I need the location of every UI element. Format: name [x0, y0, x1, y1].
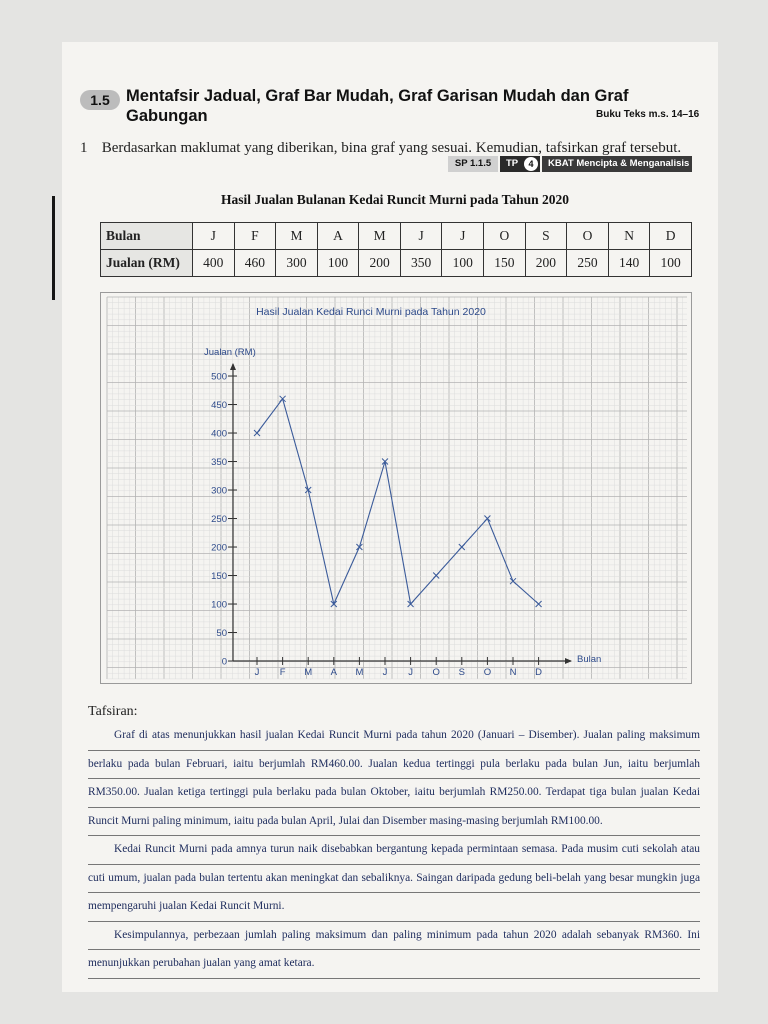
x-axis-label: Bulan [577, 654, 602, 665]
table-cell-sales: 300 [276, 250, 318, 277]
y-tick-label: 450 [211, 400, 227, 411]
interpretation-lines [88, 722, 700, 979]
sales-table [100, 222, 692, 277]
table-row-months [101, 223, 692, 250]
table-cell-sales: 460 [234, 250, 276, 277]
table-title: Hasil Jualan Bulanan Kedai Runcit Murni pada Tahun 2020 [220, 192, 570, 207]
x-tick-label: A [330, 667, 337, 678]
grid-lines [107, 297, 687, 679]
x-tick-label: J [382, 667, 388, 678]
table-cell-month: O [484, 223, 526, 250]
table-cell-sales: 350 [400, 250, 442, 277]
table-cell-month: N [608, 223, 650, 250]
table-cell-sales: 200 [525, 250, 567, 277]
question-text: Berdasarkan maklumat yang diberikan, bina graf yang sesuai. Kemudian, tafsirkan graf tersebut. [101, 140, 682, 156]
table-cell-month: A [317, 223, 359, 250]
table-cell-month: F [234, 223, 276, 250]
data-point-marker [280, 396, 286, 402]
x-tick-label: S [458, 667, 465, 678]
data-point-marker [510, 578, 516, 584]
table-cell-month: O [567, 223, 609, 250]
table-row-sales [101, 250, 692, 277]
table-cell-month: J [442, 223, 484, 250]
row-header-sales: Jualan (RM) [101, 250, 193, 277]
answer-line: Graf di atas menunjukkan hasil jualan Kedai Runcit Murni pada tahun 2020 (Januari – Disember). Jualan paling maksimum [88, 722, 700, 751]
answer-line: mempengaruhi jualan Kedai Runcit Murni. [88, 893, 700, 922]
data-point-marker [484, 516, 490, 522]
table-cell-month: D [650, 223, 692, 250]
tp-level-badge: 4 [524, 157, 538, 171]
table-cell-sales: 140 [608, 250, 650, 277]
answer-line: RM350.00. Jualan ketiga tertinggi pula berlaku pada bulan Oktober, iaitu berjumlah RM250.00. Terdapat tiga bulan jualan Kedai [88, 779, 700, 808]
x-tick-label: O [483, 667, 492, 678]
data-point-marker [254, 430, 260, 436]
y-tick-label: 350 [211, 457, 227, 468]
question-number: 1 [80, 140, 88, 156]
y-tick-label: 500 [211, 371, 227, 383]
section-number-badge: 1.5 [80, 90, 120, 110]
x-tick-label: J [254, 667, 260, 678]
answer-line: berlaku pada bulan Februari, iaitu berjumlah RM460.00. Jualan kedua tertinggi pula berlaku pada bulan Jun, iaitu berjumlah [88, 751, 700, 780]
table-cell-month: M [276, 223, 318, 250]
margin-line [52, 196, 55, 300]
answer-line: Kesimpulannya, perbezaan jumlah paling maksimum dan paling minimum pada tahun 2020 adalah sebanyak RM360. Ini [88, 922, 700, 951]
x-tick-label: F [279, 667, 286, 678]
table-cell-sales: 200 [359, 250, 401, 277]
x-tick-label: N [509, 667, 517, 678]
y-tick-label: 150 [211, 571, 227, 582]
y-tick-label: 50 [216, 628, 227, 639]
y-tick-label: 0 [221, 656, 227, 668]
table-cell-sales: 100 [650, 250, 692, 277]
y-tick-label: 300 [211, 485, 227, 497]
y-tick-label: 250 [211, 514, 227, 525]
answer-line: menunjukkan perubahan jualan yang amat ketara. [88, 950, 700, 979]
question [80, 140, 681, 157]
answer-line: Runcit Murni paling minimum, iaitu pada bulan April, Julai dan Disember masing-masing berjumlah RM100.00. [88, 808, 700, 837]
x-tick-label: O [432, 667, 440, 678]
table-cell-month: M [359, 223, 401, 250]
x-tick-label: J [408, 667, 413, 678]
table-cell-sales: 400 [193, 250, 235, 277]
y-axis-label: Jualan (RM) [204, 347, 256, 358]
data-point-marker [433, 573, 439, 579]
data-point-marker [459, 544, 465, 550]
x-tick-label: M [355, 667, 364, 678]
y-tick-label: 200 [211, 542, 227, 554]
sales-line-chart [101, 293, 691, 683]
answer-line: Kedai Runcit Murni pada amnya turun naik disebabkan bergantung kepada permintaan semasa. Pada musim cuti sekolah atau [88, 836, 700, 865]
y-tick-label: 400 [211, 428, 227, 440]
table-cell-sales: 100 [317, 250, 359, 277]
table-cell-sales: 100 [442, 250, 484, 277]
textbook-reference: Buku Teks m.s. 14–16 [596, 109, 700, 120]
chart-title: Hasil Jualan Kedai Runci Murni pada Tahun 2020 [256, 306, 486, 318]
y-axis-arrow [230, 363, 236, 370]
table-cell-sales: 250 [567, 250, 609, 277]
data-point-marker [356, 544, 362, 550]
table-cell-sales: 150 [484, 250, 526, 277]
y-tick-label: 100 [211, 599, 227, 611]
x-tick-label: D [535, 667, 543, 678]
table-cell-month: J [193, 223, 235, 250]
table-cell-month: J [400, 223, 442, 250]
tp-label: TP [506, 158, 519, 169]
sp-tag: SP 1.1.5 [448, 156, 498, 172]
answer-line: cuti umum, jualan pada bulan tertentu akan meningkat dan sebaliknya. Saingan daripada gedung beli-belah yang besar mungkin juga [88, 865, 700, 894]
x-tick-label: M [304, 667, 313, 678]
data-point-marker [536, 601, 542, 607]
kbat-tag: KBAT Mencipta & Menganalisis [542, 156, 692, 172]
row-header-month: Bulan [101, 223, 193, 250]
interpretation-label: Tafsiran: [88, 704, 138, 719]
section-title: Mentafsir Jadual, Graf Bar Mudah, Graf Garisan Mudah dan Graf Gabungan [126, 87, 629, 125]
graph-paper [100, 292, 692, 684]
table-cell-month: S [525, 223, 567, 250]
